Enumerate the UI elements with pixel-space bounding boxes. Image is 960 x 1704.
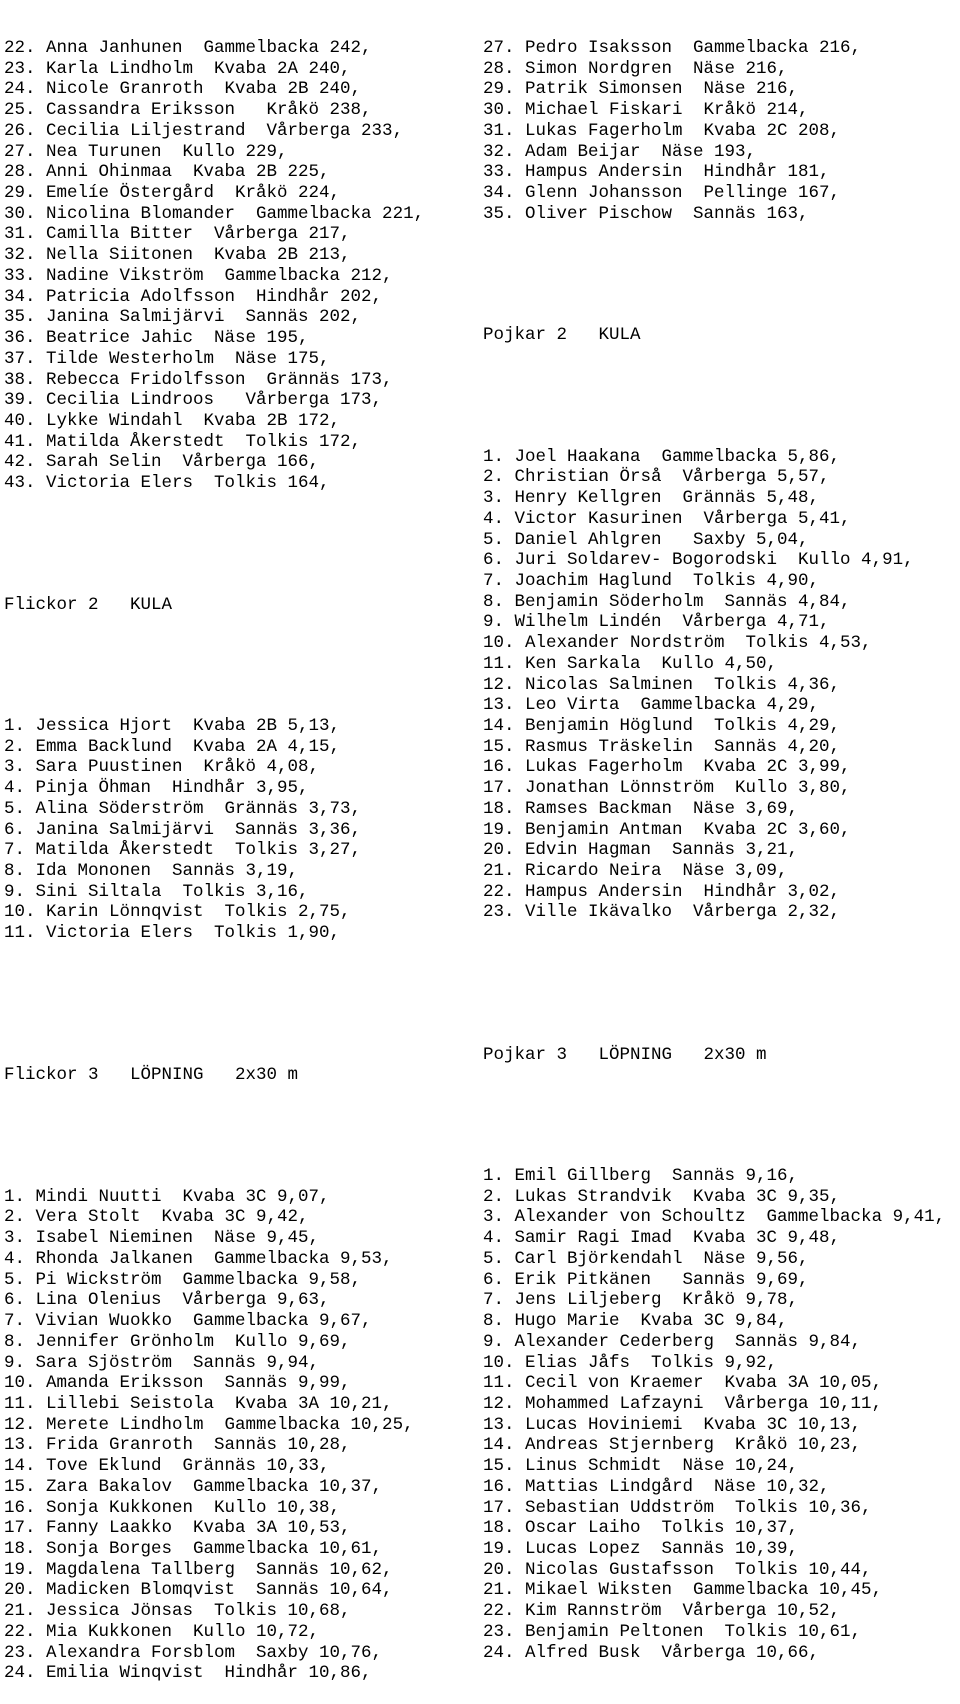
result-line: 9. Alexander Cederberg Sannäs 9,84, xyxy=(483,1331,862,1352)
result-line: 11. Victoria Elers Tolkis 1,90, xyxy=(4,923,341,944)
result-line: 7. Vivian Wuokko Gammelbacka 9,67, xyxy=(4,1311,372,1332)
result-line: 11. Cecil von Kraemer Kvaba 3A 10,05, xyxy=(483,1373,883,1394)
result-line: 1. Mindi Nuutti Kvaba 3C 9,07, xyxy=(4,1186,330,1207)
result-line: 24. Alfred Busk Vårberga 10,66, xyxy=(483,1642,820,1663)
result-line: 6. Lina Olenius Vårberga 9,63, xyxy=(4,1290,330,1311)
result-line: 4. Rhonda Jalkanen Gammelbacka 9,53, xyxy=(4,1248,393,1269)
result-line: 20. Edvin Hagman Sannäs 3,21, xyxy=(483,840,799,861)
result-line: 3. Alexander von Schoultz Gammelbacka 9,41, xyxy=(483,1207,946,1228)
result-line: 21. Jessica Jönsas Tolkis 10,68, xyxy=(4,1601,351,1622)
result-line: 17. Fanny Laakko Kvaba 3A 10,53, xyxy=(4,1518,351,1539)
result-line: 5. Carl Björkendahl Näse 9,56, xyxy=(483,1248,809,1269)
result-line: 15. Zara Bakalov Gammelbacka 10,37, xyxy=(4,1476,383,1497)
result-line: 24. Emilia Winqvist Hindhår 10,86, xyxy=(4,1663,372,1684)
result-line: 3. Isabel Nieminen Näse 9,45, xyxy=(4,1228,320,1249)
result-line: 1. Jessica Hjort Kvaba 2B 5,13, xyxy=(4,715,341,736)
result-line: 42. Sarah Selin Vårberga 166, xyxy=(4,452,320,473)
result-line: 3. Sara Puustinen Kråkö 4,08, xyxy=(4,757,320,778)
result-line: 6. Erik Pitkänen Sannäs 9,69, xyxy=(483,1269,809,1290)
result-line: 12. Nicolas Salminen Tolkis 4,36, xyxy=(483,674,841,695)
result-line: 1. Emil Gillberg Sannäs 9,16, xyxy=(483,1166,799,1187)
result-line: 2. Emma Backlund Kvaba 2A 4,15, xyxy=(4,736,341,757)
result-line: 5. Pi Wickström Gammelbacka 9,58, xyxy=(4,1269,362,1290)
result-line: 18. Ramses Backman Näse 3,69, xyxy=(483,798,799,819)
result-line: 7. Matilda Åkerstedt Tolkis 3,27, xyxy=(4,840,362,861)
result-line: 34. Patricia Adolfsson Hindhår 202, xyxy=(4,286,383,307)
result-line: 27. Pedro Isaksson Gammelbacka 216, xyxy=(483,38,862,58)
result-line: 14. Tove Eklund Grännäs 10,33, xyxy=(4,1456,330,1477)
result-line: 8. Hugo Marie Kvaba 3C 9,84, xyxy=(483,1311,788,1332)
result-line: 39. Cecilia Lindroos Vårberga 173, xyxy=(4,390,383,411)
result-line: 14. Benjamin Höglund Tolkis 4,29, xyxy=(483,715,841,736)
result-line: 25. Cassandra Eriksson Kråkö 238, xyxy=(4,100,372,121)
result-line: 9. Sini Siltala Tolkis 3,16, xyxy=(4,881,309,902)
result-line: 28. Simon Nordgren Näse 216, xyxy=(483,58,788,79)
result-line: 34. Glenn Johansson Pellinge 167, xyxy=(483,183,841,204)
result-line: 2. Christian Örså Vårberga 5,57, xyxy=(483,467,830,488)
result-line: 8. Jennifer Grönholm Kullo 9,69, xyxy=(4,1331,351,1352)
result-line: 15. Rasmus Träskelin Sannäs 4,20, xyxy=(483,736,841,757)
result-line: 37. Tilde Westerholm Näse 175, xyxy=(4,348,330,369)
result-line: 4. Victor Kasurinen Vårberga 5,41, xyxy=(483,508,851,529)
result-line: 30. Michael Fiskari Kråkö 214, xyxy=(483,100,809,121)
result-line: 8. Ida Mononen Sannäs 3,19, xyxy=(4,861,299,881)
result-line: 17. Jonathan Lönnström Kullo 3,80, xyxy=(483,778,851,799)
left-block1 xyxy=(4,38,424,494)
result-line: 13. Frida Granroth Sannäs 10,28, xyxy=(4,1435,351,1456)
result-line: 9. Wilhelm Lindén Vårberga 4,71, xyxy=(483,612,830,633)
heading-flickor-2: Flickor 2 KULA xyxy=(4,594,173,615)
result-line: 28. Anni Ohinmaa Kvaba 2B 225, xyxy=(4,162,330,183)
result-line: 40. Lykke Windahl Kvaba 2B 172, xyxy=(4,410,341,431)
result-line: 27. Nea Turunen Kullo 229, xyxy=(4,141,288,162)
result-line: 18. Sonja Borges Gammelbacka 10,61, xyxy=(4,1538,383,1559)
heading-flickor-3: Flickor 3 LÖPNING 2x30 m xyxy=(4,1065,299,1086)
right-block3 xyxy=(483,1166,945,1663)
result-line: 12. Mohammed Lafzayni Vårberga 10,11, xyxy=(483,1393,883,1414)
result-line: 7. Joachim Haglund Tolkis 4,90, xyxy=(483,570,820,591)
result-line: 6. Janina Salmijärvi Sannäs 3,36, xyxy=(4,819,362,840)
result-line: 23. Alexandra Forsblom Saxby 10,76, xyxy=(4,1642,383,1663)
left-block2 xyxy=(4,716,424,944)
result-line: 10. Alexander Nordström Tolkis 4,53, xyxy=(483,633,872,654)
result-line: 29. Emelíe Östergård Kråkö 224, xyxy=(4,183,341,204)
heading-pojkar-3: Pojkar 3 LÖPNING 2x30 m xyxy=(483,1044,767,1065)
result-line: 21. Ricardo Neira Näse 3,09, xyxy=(483,861,788,881)
result-line: 19. Lucas Lopez Sannäs 10,39, xyxy=(483,1538,799,1559)
result-line: 41. Matilda Åkerstedt Tolkis 172, xyxy=(4,431,362,452)
result-line: 23. Karla Lindholm Kvaba 2A 240, xyxy=(4,58,351,79)
result-line: 13. Lucas Hoviniemi Kvaba 3C 10,13, xyxy=(483,1414,862,1435)
result-line: 43. Victoria Elers Tolkis 164, xyxy=(4,473,330,494)
heading-pojkar-2: Pojkar 2 KULA xyxy=(483,325,641,346)
result-line: 10. Karin Lönnqvist Tolkis 2,75, xyxy=(4,902,351,923)
result-line: 15. Linus Schmidt Näse 10,24, xyxy=(483,1456,799,1477)
result-line: 12. Merete Lindholm Gammelbacka 10,25, xyxy=(4,1414,414,1435)
result-line: 7. Jens Liljeberg Kråkö 9,78, xyxy=(483,1290,799,1311)
result-line: 38. Rebecca Fridolfsson Grännäs 173, xyxy=(4,369,393,390)
result-line: 4. Samir Ragi Imad Kvaba 3C 9,48, xyxy=(483,1228,841,1249)
result-line: 22. Anna Janhunen Gammelbacka 242, xyxy=(4,38,372,58)
result-line: 20. Madicken Blomqvist Sannäs 10,64, xyxy=(4,1580,393,1601)
result-line: 35. Janina Salmijärvi Sannäs 202, xyxy=(4,307,362,328)
result-line: 30. Nicolina Blomander Gammelbacka 221, xyxy=(4,203,425,224)
result-line: 19. Magdalena Tallberg Sannäs 10,62, xyxy=(4,1559,393,1580)
result-line: 22. Kim Rannström Vårberga 10,52, xyxy=(483,1601,841,1622)
result-line: 36. Beatrice Jahic Näse 195, xyxy=(4,328,309,349)
result-line: 2. Vera Stolt Kvaba 3C 9,42, xyxy=(4,1207,309,1228)
result-line: 26. Cecilia Liljestrand Vårberga 233, xyxy=(4,120,404,141)
left-block3 xyxy=(4,1187,424,1684)
result-line: 33. Nadine Vikström Gammelbacka 212, xyxy=(4,265,393,286)
result-line: 21. Mikael Wiksten Gammelbacka 10,45, xyxy=(483,1580,883,1601)
result-line: 20. Nicolas Gustafsson Tolkis 10,44, xyxy=(483,1559,872,1580)
result-line: 22. Hampus Andersin Hindhår 3,02, xyxy=(483,881,841,902)
result-line: 24. Nicole Granroth Kvaba 2B 240, xyxy=(4,79,362,100)
right-block1 xyxy=(483,38,945,224)
result-line: 33. Hampus Andersin Hindhår 181, xyxy=(483,162,830,183)
result-line: 31. Camilla Bitter Vårberga 217, xyxy=(4,224,351,245)
result-line: 16. Sonja Kukkonen Kullo 10,38, xyxy=(4,1497,341,1518)
result-line: 10. Elias Jåfs Tolkis 9,92, xyxy=(483,1352,778,1373)
result-line: 16. Mattias Lindgård Näse 10,32, xyxy=(483,1476,830,1497)
result-line: 18. Oscar Laiho Tolkis 10,37, xyxy=(483,1518,799,1539)
left-column xyxy=(4,0,424,1704)
result-line: 32. Adam Beijar Näse 193, xyxy=(483,141,757,162)
result-line: 16. Lukas Fagerholm Kvaba 2C 3,99, xyxy=(483,757,851,778)
result-line: 17. Sebastian Uddström Tolkis 10,36, xyxy=(483,1497,872,1518)
result-line: 13. Leo Virta Gammelbacka 4,29, xyxy=(483,695,820,716)
result-line: 22. Mia Kukkonen Kullo 10,72, xyxy=(4,1621,320,1642)
right-column xyxy=(483,0,945,1683)
result-line: 23. Benjamin Peltonen Tolkis 10,61, xyxy=(483,1621,862,1642)
right-block2 xyxy=(483,447,945,924)
result-line: 29. Patrik Simonsen Näse 216, xyxy=(483,79,799,100)
result-line: 11. Lillebi Seistola Kvaba 3A 10,21, xyxy=(4,1393,393,1414)
result-line: 32. Nella Siitonen Kvaba 2B 213, xyxy=(4,245,351,266)
result-line: 5. Daniel Ahlgren Saxby 5,04, xyxy=(483,529,809,550)
result-line: 23. Ville Ikävalko Vårberga 2,32, xyxy=(483,902,841,923)
result-line: 19. Benjamin Antman Kvaba 2C 3,60, xyxy=(483,819,851,840)
result-line: 5. Alina Söderström Grännäs 3,73, xyxy=(4,798,362,819)
result-line: 35. Oliver Pischow Sannäs 163, xyxy=(483,203,809,224)
result-line: 31. Lukas Fagerholm Kvaba 2C 208, xyxy=(483,120,841,141)
result-line: 3. Henry Kellgren Grännäs 5,48, xyxy=(483,488,820,509)
result-line: 11. Ken Sarkala Kullo 4,50, xyxy=(483,653,778,674)
result-line: 8. Benjamin Söderholm Sannäs 4,84, xyxy=(483,591,851,612)
result-line: 1. Joel Haakana Gammelbacka 5,86, xyxy=(483,446,841,467)
result-line: 9. Sara Sjöström Sannäs 9,94, xyxy=(4,1352,320,1373)
result-line: 2. Lukas Strandvik Kvaba 3C 9,35, xyxy=(483,1186,841,1207)
result-line: 10. Amanda Eriksson Sannäs 9,99, xyxy=(4,1373,351,1394)
result-line: 4. Pinja Öhman Hindhår 3,95, xyxy=(4,778,309,799)
result-line: 14. Andreas Stjernberg Kråkö 10,23, xyxy=(483,1435,862,1456)
result-line: 6. Juri Soldarev- Bogorodski Kullo 4,91, xyxy=(483,550,914,571)
